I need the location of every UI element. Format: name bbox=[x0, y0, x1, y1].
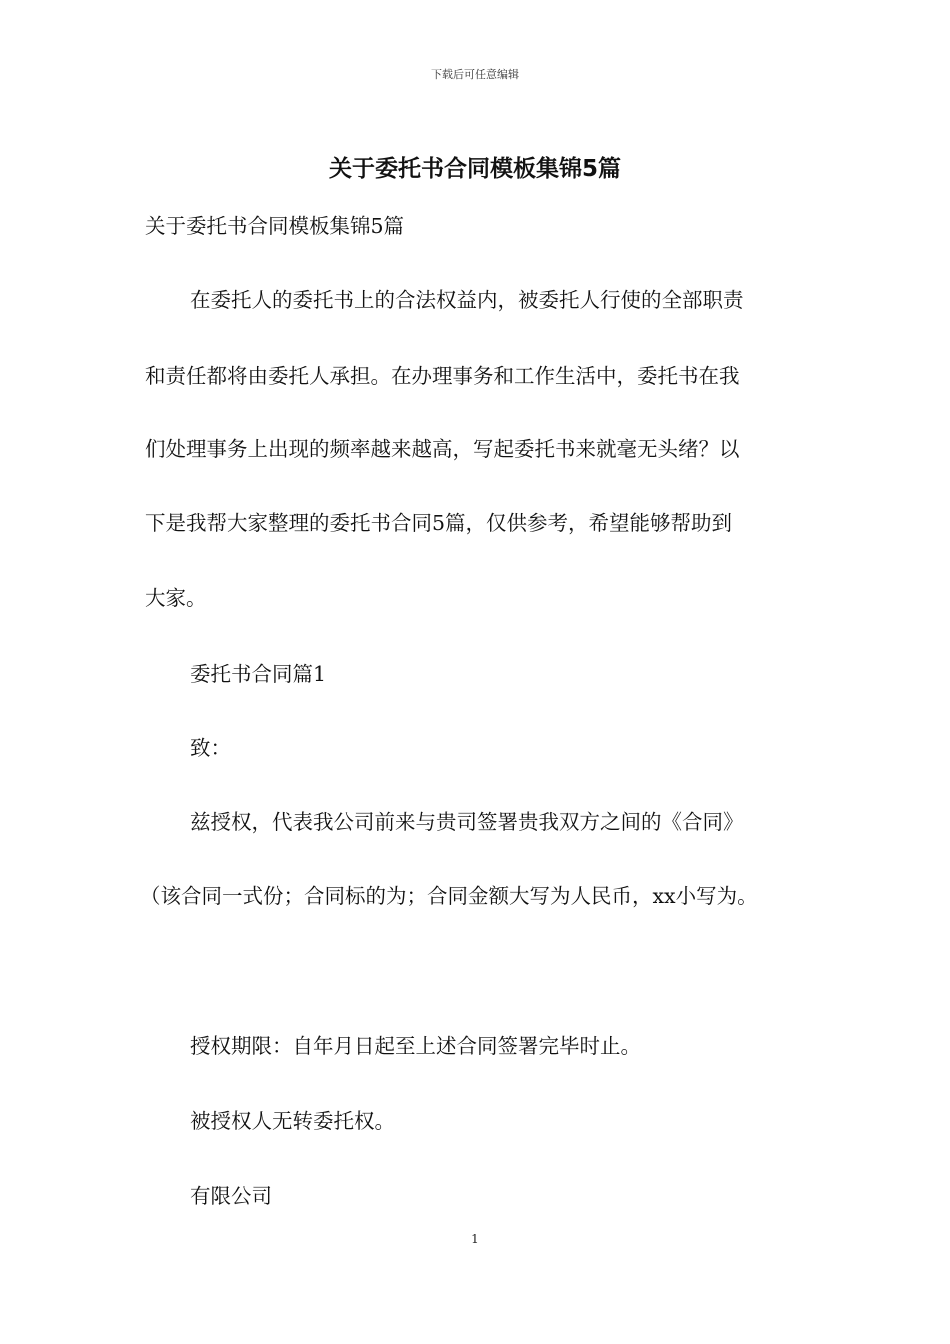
authorization-line-2: （该合同一式份；合同标的为；合同金额大写为人民币，xx小写为。 bbox=[140, 884, 758, 908]
section-heading: 委托书合同篇1 bbox=[190, 662, 327, 686]
intro-line-5: 大家。 bbox=[145, 586, 207, 610]
authorization-term: 授权期限：自年月日起至上述合同签署完毕时止。 bbox=[190, 1034, 641, 1058]
intro-line-4: 下是我帮大家整理的委托书合同5篇，仅供参考，希望能够帮助到 bbox=[145, 511, 733, 535]
document-subtitle: 关于委托书合同模板集锦5篇 bbox=[145, 214, 405, 238]
company-name: 有限公司 bbox=[190, 1184, 272, 1208]
intro-line-1: 在委托人的委托书上的合法权益内，被委托人行使的全部职责 bbox=[190, 288, 744, 312]
intro-line-3: 们处理事务上出现的频率越来越高，写起委托书来就毫无头绪？以 bbox=[145, 437, 740, 461]
authorization-line-1: 兹授权，代表我公司前来与贵司签署贵我双方之间的《合同》 bbox=[190, 810, 744, 834]
page-header-note: 下载后可任意编辑 bbox=[431, 68, 519, 81]
salutation: 致： bbox=[190, 736, 231, 760]
page-number: 1 bbox=[471, 1232, 479, 1246]
document-title: 关于委托书合同模板集锦5篇 bbox=[328, 156, 621, 182]
no-delegation-clause: 被授权人无转委托权。 bbox=[190, 1109, 395, 1133]
intro-line-2: 和责任都将由委托人承担。在办理事务和工作生活中，委托书在我 bbox=[145, 364, 740, 388]
